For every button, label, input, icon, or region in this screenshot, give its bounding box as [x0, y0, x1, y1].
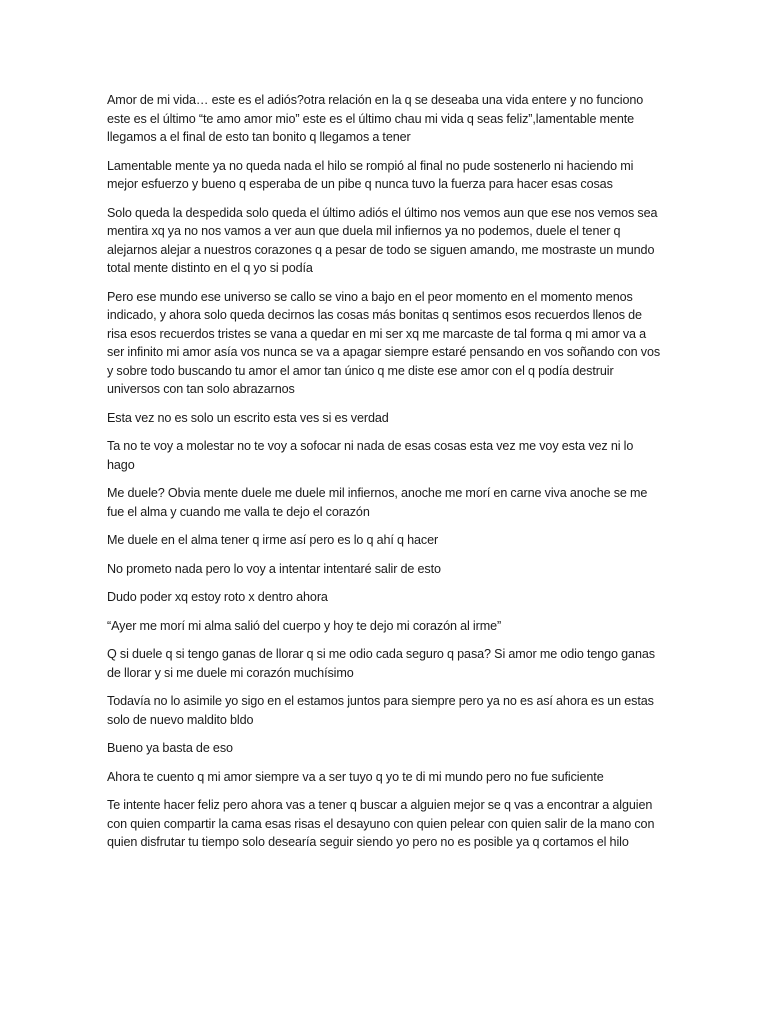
paragraph: Esta vez no es solo un escrito esta ves si es verdad [107, 410, 389, 425]
paragraph: Ta no te voy a molestar no te voy a sofocar ni nada de esas cosas esta vez me voy esta vez ni lo hago [107, 439, 634, 472]
paragraph: Me duele? Obvia mente duele me duele mil infiernos, anoche me morí en carne viva anoche se me fue el alma y cuando me valla te dejo el corazón [107, 486, 648, 519]
paragraph: Bueno ya basta de eso [107, 741, 233, 755]
paragraph: Pero ese mundo ese universo se callo se vino a bajo en el peor momento en el momento menos indicado, y ahora solo queda decirnos las cosas más bonitas q sentimos esos recuerdos llenos de risa esos recuerdos tristes se vana a quedar en mi ser xq me marcaste de tal forma q mi amor va a ser infinito mi amor asía vos nunca se va a apagar siempre estaré pensando en vos soñando con vos y sobre todo buscando tu amor el amor tan único q me diste ese amor con el q podía destruir universos con tan solo abrazarnos [107, 289, 661, 396]
paragraph: Dudo poder xq estoy roto x dentro ahora [107, 590, 328, 604]
paragraph: Ahora te cuento q mi amor siempre va a ser tuyo q yo te di mi mundo pero no fue suficiente [107, 769, 604, 784]
document-body [107, 91, 663, 862]
paragraph: Me duele en el alma tener q irme así pero es lo q ahí q hacer [107, 533, 439, 547]
paragraph: Todavía no lo asimile yo sigo en el estamos juntos para siempre pero ya no es así ahora es un estas solo de nuevo maldito bldo [107, 694, 654, 727]
paragraph: Solo queda la despedida solo queda el último adiós el último nos vemos aun que ese nos vemos sea mentira xq ya no nos vamos a ver aun que duela mil infiernos ya no podemos, duele el tener q alejarnos alejar a nuestros corazones q a pesar de todo se siguen amando, me mostraste un mundo total mente distinto en el q yo si podía [107, 205, 658, 275]
paragraph: Q si duele q si tengo ganas de llorar q si me odio cada seguro q pasa? Si amor me odio tengo ganas de llorar y si me duele mi corazón muchísimo [107, 647, 655, 680]
paragraph: “Ayer me morí mi alma salió del cuerpo y hoy te dejo mi corazón al irme” [107, 618, 502, 633]
paragraph: Lamentable mente ya no queda nada el hilo se rompió al final no pude sostenerlo ni haciendo mi mejor esfuerzo y bueno q esperaba de un pibe q nunca tuvo la fuerza para hacer esas cosas [107, 158, 634, 191]
paragraph: No prometo nada pero lo voy a intentar intentaré salir de esto [107, 561, 441, 576]
paragraph: Amor de mi vida… este es el adiós?otra relación en la q se deseaba una vida entere y no funciono este es el último “te amo amor mio” este es el último chau mi vida q seas feliz”,lamentable mente llegamos a el final de esto tan bonito q llegamos a tener [107, 93, 644, 144]
paragraph: Te intente hacer feliz pero ahora vas a tener q buscar a alguien mejor se q vas a encontrar a alguien con quien compartir la cama esas risas el desayuno con quien pelear con quien salir de la mano con quien disfrutar tu tiempo solo desearía seguir siendo yo pero no es posible ya q cortamos el hilo [107, 798, 655, 849]
